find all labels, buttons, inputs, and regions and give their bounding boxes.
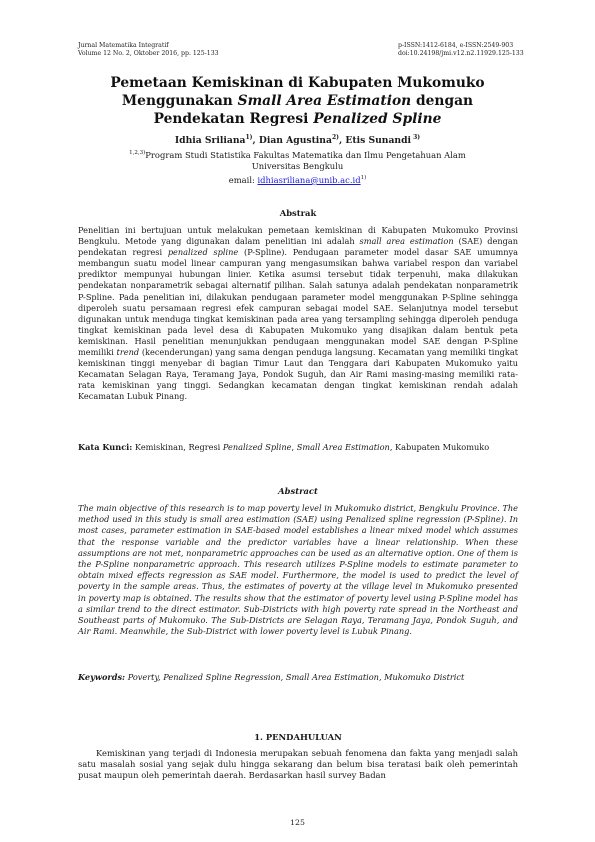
affiliation-line1: Program Studi Statistika Fakultas Matematika dan Ilmu Pengetahuan Alam xyxy=(145,149,466,160)
author-sep: , xyxy=(338,135,346,147)
paper-title xyxy=(60,74,535,128)
doi: doi:10.24198/jmi.v12.n2.11929.125-133 xyxy=(398,50,524,57)
author-3-sup: 3) xyxy=(411,134,421,141)
pendahuluan-paragraph: Kemiskinan yang terjadi di Indonesia merupakan sebuah fenomena dan fakta yang menjadi salah satu masalah sosial yang sejak dulu hingga sekarang dan belum bisa teratasi baik oleh pemerintah pusat maupun oleh pemerintah daerah. Berdasarkan hasil survey Badan xyxy=(78,748,518,781)
kata-kunci-italic-1: Penalized Spline xyxy=(222,442,292,452)
section-heading-pendahuluan: 1. PENDAHULUAN xyxy=(254,732,342,742)
author-list xyxy=(60,132,535,147)
author-1: Idhia Sriliana xyxy=(174,135,246,147)
abstrak-heading: Abstrak xyxy=(279,208,317,218)
abstrak-body xyxy=(78,225,518,403)
keywords-text: Poverty, Penalized Spline Regression, Small Area Estimation, Mukomuko District xyxy=(125,672,465,682)
abstract-heading: Abstract xyxy=(278,486,318,496)
kata-kunci-text-1: Kemiskinan, Regresi xyxy=(132,442,223,452)
kata-kunci-text-2: , xyxy=(291,442,297,452)
affiliation xyxy=(60,148,535,186)
affiliation-sup: 1,2,3) xyxy=(129,150,146,156)
email-sup: 1) xyxy=(360,174,367,181)
author-2: Dian Agustina xyxy=(258,135,332,147)
title-line2-post: dengan xyxy=(411,93,474,109)
abstrak-text-2: (SAE) dengan pendekatan regresi xyxy=(78,236,518,258)
running-header-left xyxy=(78,42,219,58)
abstrak-italic-2: penalized spline xyxy=(167,247,239,258)
author-3: Etis Sunandi xyxy=(345,135,412,147)
title-line3-pre: Pendekatan Regresi xyxy=(153,111,314,127)
keywords xyxy=(78,672,518,683)
journal-name: Jurnal Matematika Integratif xyxy=(78,42,169,49)
kata-kunci-label: Kata Kunci: xyxy=(78,442,133,452)
kata-kunci-text-3: , Kabupaten Mukomuko xyxy=(389,442,490,452)
keywords-label: Keywords: xyxy=(78,672,126,682)
abstrak-italic-1: small area estimation xyxy=(359,236,454,247)
abstrak-italic-3: trend xyxy=(116,347,140,358)
issn: p-ISSN:1412-6184, e-ISSN:2549-903 xyxy=(398,42,514,49)
author-sep: , xyxy=(252,135,259,147)
title-line2-italic: Small Area Estimation xyxy=(237,93,412,109)
kata-kunci xyxy=(78,442,518,453)
email-link[interactable]: idhiasriliana@unib.ac.id xyxy=(257,174,361,185)
author-1-sup: 1) xyxy=(245,134,253,141)
title-line2-pre: Menggunakan xyxy=(121,93,238,109)
kata-kunci-italic-2: Small Area Estimation xyxy=(296,442,390,452)
running-header-right xyxy=(398,42,524,58)
page-number: 125 xyxy=(290,818,305,827)
abstract-body: The main objective of this research is to map poverty level in Mukomuko district, Bengkulu Province. The method used in this study is small area estimation (SAE) using Penalized spline regression (P-Spline). In most cases, parameter estimation in SAE-based model establishes a linear mixed model which assumes that the response variable and the predictor variables have a linear relationship. When these assumptions are not met, nonparametric approaches can be used as an alternative option. One of them is the P-Spline nonparametric approach. This research utilizes P-Spline models to estimate parameter to obtain mixed effects regression as SAE model. Furthermore, the model is used to predict the level of poverty in the sample areas. Thus, the estimates of poverty at the village level in Mukomuko presented in poverty map is obtained. The results show that the estimator of poverty level using P-Spline model has a similar trend to the direct estimator. Sub-Districts with high poverty rate spread in the Northeast and Southeast parts of Mukomuko. The Sub-Districts are Selagan Raya, Teramang Jaya, Pondok Suguh, and Air Rami. Meanwhile, the Sub-District with lower poverty level is Lubuk Pinang. xyxy=(78,503,518,637)
title-line1: Pemetaan Kemiskinan di Kabupaten Mukomuko xyxy=(110,75,485,91)
abstrak-text-4: (kecenderungan) yang sama dengan penduga langsung. Kecamatan yang memiliki tingkat kemiskinan tinggi menyebar di bagian Timur Laut dan Tenggara dari Kabupaten Mukomuko yaitu Kecamatan Selagan Raya, Teramang Jaya, Pondok Suguh, dan Air Rami masing-masing memiliki rata-rata kemiskinan yang tinggi. Sedangkan kecamatan dengan tingkat kemiskinan rendah adalah Kecamatan Lubuk Pinang. xyxy=(78,347,519,402)
journal-volume: Volume 12 No. 2, Oktober 2016, pp. 125-133 xyxy=(78,50,219,57)
abstrak-text-1: Penelitian ini bertujuan untuk melakukan pemetaan kemiskinan di Kabupaten Mukomuko Provinsi Bengkulu. Metode yang digunakan dalam penelitian ini adalah xyxy=(78,225,518,247)
affiliation-line2: Universitas Bengkulu xyxy=(251,161,344,172)
email-label: email: xyxy=(228,174,258,185)
title-line3-italic: Penalized Spline xyxy=(313,111,442,127)
author-2-sup: 2) xyxy=(331,134,339,141)
abstrak-text-3: (P-Spline). Pendugaan parameter model dasar SAE umumnya membangun suatu model linear campuran yang mengasumsikan bahwa variabel respon dan variabel prediktor mempunyai hubungan linier. Ketika asumsi tersebut tidak terpenuhi, maka dilakukan pendekatan nonparametrik sebagai alternatif pilihan. Salah satunya adalah pendekatan nonparametrik P-Spline. Pada penelitian ini, dilakukan pendugaan parameter model menggunakan P-Spline sehingga diperoleh suatu persamaan regresi efek campuran sebagai model SAE. Selanjutnya model tersebut digunakan untuk menduga tingkat kemiskinan pada area yang tersampling sehingga diperoleh penduga tingkat kemiskinan pada level desa di Kabupaten Mukomuko yang disajikan dalam bentuk peta kemiskinan. Hasil penelitian menunjukkan pendugaan menggunakan model SAE dengan P-Spline memiliki xyxy=(78,247,518,358)
